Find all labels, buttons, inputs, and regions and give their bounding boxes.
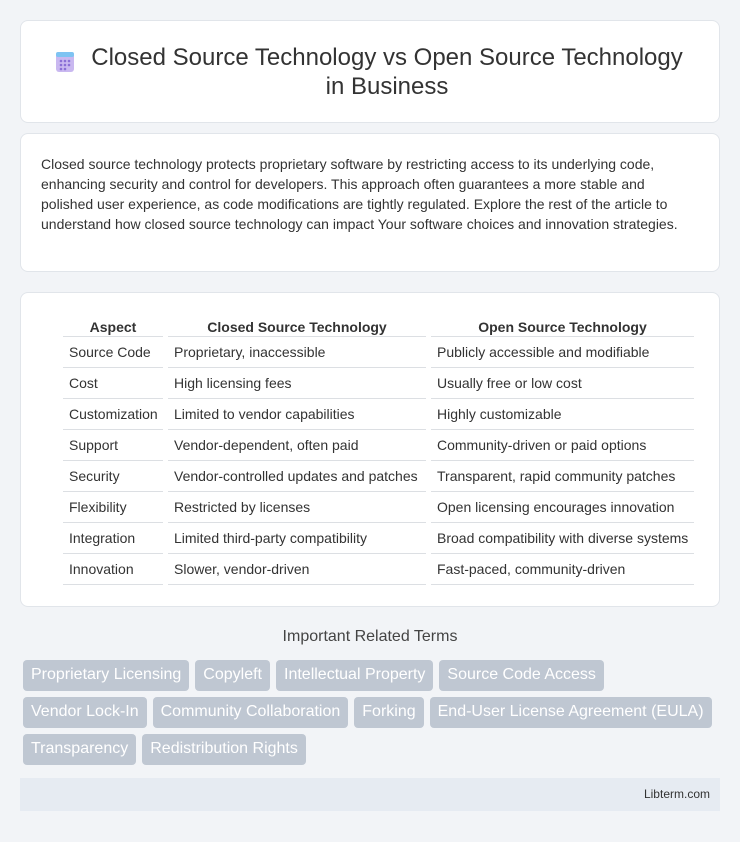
table-cell: Transparent, rapid community patches [431,461,694,492]
table-cell: Proprietary, inaccessible [168,337,426,368]
table-cell: High licensing fees [168,368,426,399]
column-header-open-source: Open Source Technology [431,313,694,337]
table-cell: Slower, vendor-driven [168,554,426,585]
tag-proprietary-licensing[interactable]: Proprietary Licensing [23,660,189,691]
tag-community-collaboration[interactable]: Community Collaboration [153,697,349,728]
tag-eula[interactable]: End-User License Agreement (EULA) [430,697,712,728]
tag-vendor-lock-in[interactable]: Vendor Lock-In [23,697,147,728]
document-icon [53,50,77,74]
table-row [63,461,694,492]
footer-site-link[interactable]: Libterm.com [643,787,710,801]
table-cell: Usually free or low cost [431,368,694,399]
table-row [63,523,694,554]
table-row [63,368,694,399]
table-cell: Highly customizable [431,399,694,430]
tag-copyleft[interactable]: Copyleft [195,660,270,691]
table-cell: Limited to vendor capabilities [168,399,426,430]
table-cell: Publicly accessible and modifiable [431,337,694,368]
table-row [63,337,694,368]
comparison-table [58,313,699,585]
column-header-closed-source: Closed Source Technology [168,313,426,337]
tag-transparency[interactable]: Transparency [23,734,136,765]
table-cell: Limited third-party compatibility [168,523,426,554]
related-terms-list [23,660,723,771]
table-cell: Flexibility [63,492,163,523]
intro-paragraph: Closed source technology protects proprietary software by restricting access to its underlying code, enhancing security and control for developers. This approach often guarantees a more stable and polished user experience, as code modifications are tightly regulated. Explore the rest of the article to understand how closed source technology can impact Your software choices and innovation strategies. [41,156,678,232]
related-terms-heading: Important Related Terms [282,628,458,645]
table-cell: Integration [63,523,163,554]
table-header-row [63,313,694,337]
table-cell: Support [63,430,163,461]
table-cell: Vendor-dependent, often paid [168,430,426,461]
footer [20,778,720,811]
table-cell: Vendor-controlled updates and patches [168,461,426,492]
table-row [63,554,694,585]
table-cell: Customization [63,399,163,430]
column-header-aspect: Aspect [63,313,163,337]
table-cell: Security [63,461,163,492]
table-cell: Source Code [63,337,163,368]
title-wrap [53,43,687,101]
table-cell: Cost [63,368,163,399]
tag-source-code-access[interactable]: Source Code Access [439,660,604,691]
table-cell: Broad compatibility with diverse systems [431,523,694,554]
table-cell: Open licensing encourages innovation [431,492,694,523]
comparison-table-card [20,292,720,607]
table-cell: Community-driven or paid options [431,430,694,461]
tag-redistribution-rights[interactable]: Redistribution Rights [142,734,306,765]
table-row [63,492,694,523]
intro-card [20,133,720,272]
table-cell: Fast-paced, community-driven [431,554,694,585]
tag-intellectual-property[interactable]: Intellectual Property [276,660,433,691]
title-card [20,20,720,123]
tag-forking[interactable]: Forking [354,697,423,728]
table-cell: Restricted by licenses [168,492,426,523]
table-row [63,399,694,430]
table-cell: Innovation [63,554,163,585]
table-row [63,430,694,461]
page-title: Closed Source Technology vs Open Source Technology in Business [91,43,683,100]
